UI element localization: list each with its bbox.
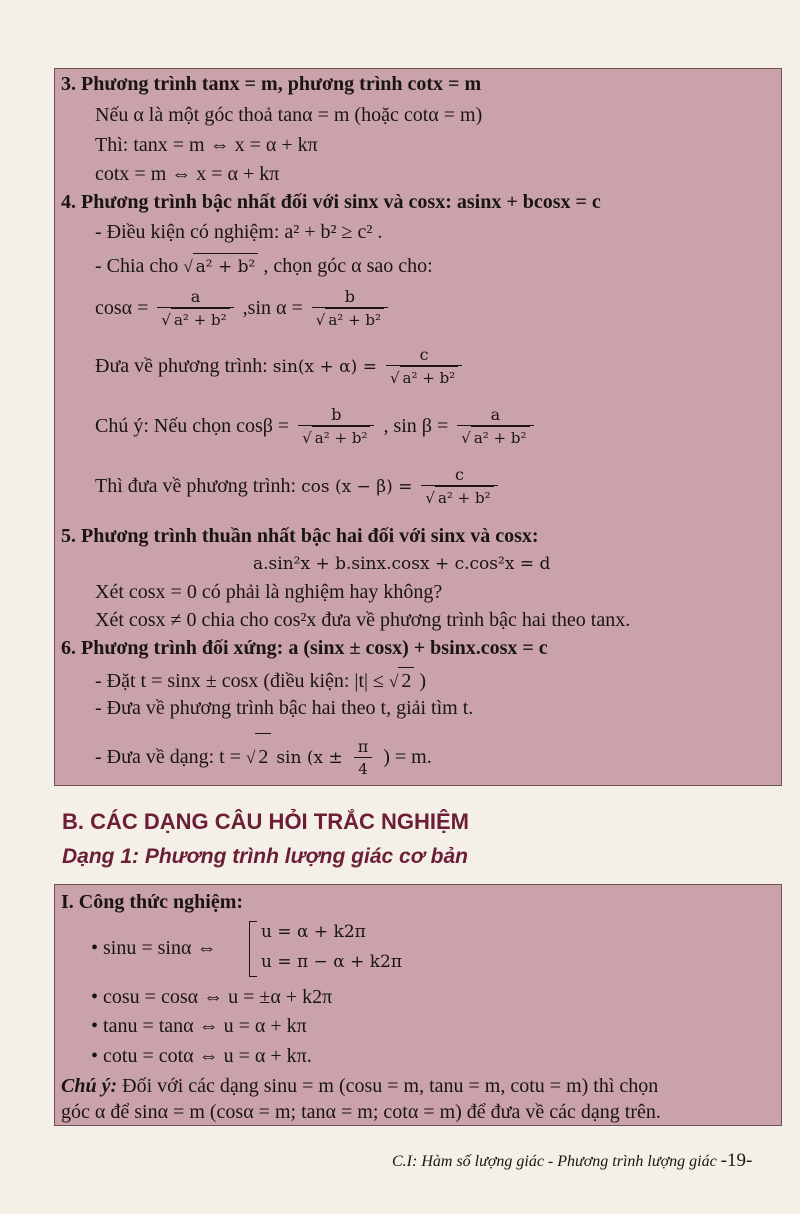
form-sin: sin (x ±	[276, 748, 343, 768]
formula-heading: I. Công thức nghiệm:	[61, 891, 244, 913]
fraction-numerator: b	[331, 405, 342, 425]
tan-formula	[91, 1013, 307, 1039]
form-prefix: - Đưa về dạng: t =	[95, 746, 241, 768]
cos-text: cosu = cosα ⇔ u = ±α + k2π	[103, 986, 333, 1008]
cos-alpha-fraction	[157, 287, 233, 331]
section-4-reduce-line	[95, 343, 466, 390]
substitution-prefix: - Đặt t = sinx ± cosx (điều kiện: |t| ≤	[95, 670, 384, 692]
theory-box	[54, 68, 782, 786]
bullet: •	[91, 937, 99, 959]
page-number: -19-	[720, 1150, 753, 1171]
section-4-cos-sin-line	[95, 285, 392, 331]
fraction-denominator: √ a² + b²	[421, 485, 497, 509]
section-6-heading: 6. Phương trình đối xứng: a (sinx ± cosx) + bsinx.cosx = c	[61, 637, 548, 659]
sqrt-radicand: 2	[255, 733, 271, 780]
sin-formula-lhs	[91, 935, 216, 961]
fraction-numerator: c	[455, 465, 464, 485]
form-suffix: ) = m.	[383, 746, 432, 768]
note-prefix: Chú ý: Nếu chọn	[95, 415, 232, 437]
formula-box	[54, 884, 782, 1126]
cos-beta-label: cosβ =	[236, 415, 290, 437]
cases-bracket	[249, 921, 257, 977]
fraction-denominator: √ a² + b²	[157, 307, 233, 331]
reduce-prefix: Đưa về phương trình:	[95, 355, 268, 377]
sqrt-sign: √	[183, 257, 193, 276]
section-3-line-1: Nếu α là một góc thoả tanα = m (hoặc cotα = m)	[95, 104, 483, 126]
section-4-condition: - Điều kiện có nghiệm: a² + b² ≥ c² .	[95, 221, 383, 243]
cos-formula	[91, 984, 332, 1010]
sin-case-2: u = π − α + k2π	[261, 952, 403, 972]
sin-lhs-text: sinu = sinα ⇔	[103, 937, 217, 959]
sin-beta-fraction	[457, 405, 533, 449]
sin-case-1: u = α + k2π	[261, 922, 366, 942]
fraction-denominator: √ a² + b²	[298, 425, 374, 449]
sin-alpha-fraction	[312, 287, 388, 331]
then-prefix: Thì đưa về phương trình:	[95, 475, 297, 497]
fraction-numerator: π	[357, 736, 369, 756]
bullet: •	[91, 1015, 99, 1037]
cot-text: cotu = cotα ⇔ u = α + kπ.	[103, 1045, 312, 1067]
note-text-1: Đối với các dạng sinu = m (cosu = m, tanu = m, cotu = m) thì chọn	[117, 1075, 659, 1097]
section-5-line-1: Xét cosx = 0 có phải là nghiệm hay không?	[95, 581, 443, 603]
fraction-numerator: b	[344, 287, 356, 307]
sqrt-sign: √	[245, 748, 256, 767]
section-6-line-1	[95, 667, 426, 695]
fraction-denominator: √ a² + b²	[457, 425, 533, 449]
bullet: •	[91, 1045, 99, 1067]
section-5-line-2: Xét cosx ≠ 0 chia cho cos²x đưa về phương trình bậc hai theo tanx.	[95, 609, 631, 631]
page-footer	[392, 1150, 752, 1172]
sin-beta-label: , sin β =	[383, 415, 449, 437]
section-3-line-2: Thì: tanx = m ⇔ x = α + kπ	[95, 134, 318, 156]
fraction-denominator: 4	[354, 757, 372, 780]
note-label: Chú ý:	[61, 1075, 118, 1097]
cos-alpha-label: cosα =	[95, 297, 149, 319]
section-5-equation: a.sin²x + b.sinx.cosx + c.cos²x = d	[253, 554, 551, 574]
type-1-subtitle: Dạng 1: Phương trình lượng giác cơ bản	[62, 845, 468, 868]
fraction-numerator: c	[419, 345, 429, 365]
section-4-then-line	[95, 463, 502, 510]
sqrt-radicand: 2	[398, 667, 414, 694]
divide-radicand: a² + b²	[193, 253, 259, 280]
then-lhs: cos (x − β) =	[301, 477, 413, 497]
section-4-divide-line	[95, 253, 433, 280]
sin-alpha-label: ,sin α =	[242, 297, 303, 319]
substitution-suffix: )	[419, 670, 426, 692]
section-b-title: B. CÁC DẠNG CÂU HỎI TRẮC NGHIỆM	[62, 809, 469, 834]
section-4-heading: 4. Phương trình bậc nhất đối với sinx và cosx: asinx + bcosx = c	[61, 191, 601, 213]
bullet: •	[91, 986, 99, 1008]
cot-formula	[91, 1043, 312, 1069]
pi-over-four-fraction	[352, 737, 375, 780]
fraction-numerator: a	[190, 287, 201, 307]
footer-chapter: C.I: Hàm số lượng giác - Phương trình lượng giác	[392, 1153, 721, 1170]
formula-note-line-2: góc α để sinα = m (cosα = m; tanα = m; cotα = m) để đưa về các dạng trên.	[61, 1101, 661, 1123]
fraction-denominator: √ a² + b²	[386, 365, 462, 389]
sqrt-sign: √	[388, 672, 399, 691]
fraction-numerator: a	[490, 405, 501, 425]
section-3-heading: 3. Phương trình tanx = m, phương trình cotx = m	[61, 73, 482, 95]
reduce-lhs: sin(x + α) =	[272, 357, 377, 377]
section-4-note-line	[95, 403, 538, 449]
divide-suffix: , chọn góc α sao cho:	[263, 255, 433, 277]
then-fraction	[421, 465, 497, 509]
tan-text: tanu = tanα ⇔ u = α + kπ	[103, 1015, 307, 1037]
divide-prefix: - Chia cho	[95, 255, 179, 277]
section-6-line-2: - Đưa về phương trình bậc hai theo t, giải tìm t.	[95, 697, 474, 719]
section-5-heading: 5. Phương trình thuần nhất bậc hai đối với sinx và cosx:	[61, 525, 539, 547]
fraction-denominator: √ a² + b²	[312, 307, 388, 331]
formula-note-line-1	[61, 1073, 658, 1099]
section-6-line-3	[95, 733, 432, 781]
cos-beta-fraction	[298, 405, 374, 449]
reduce-fraction	[386, 345, 462, 389]
section-3-line-3: cotx = m ⇔ x = α + kπ	[95, 163, 280, 185]
